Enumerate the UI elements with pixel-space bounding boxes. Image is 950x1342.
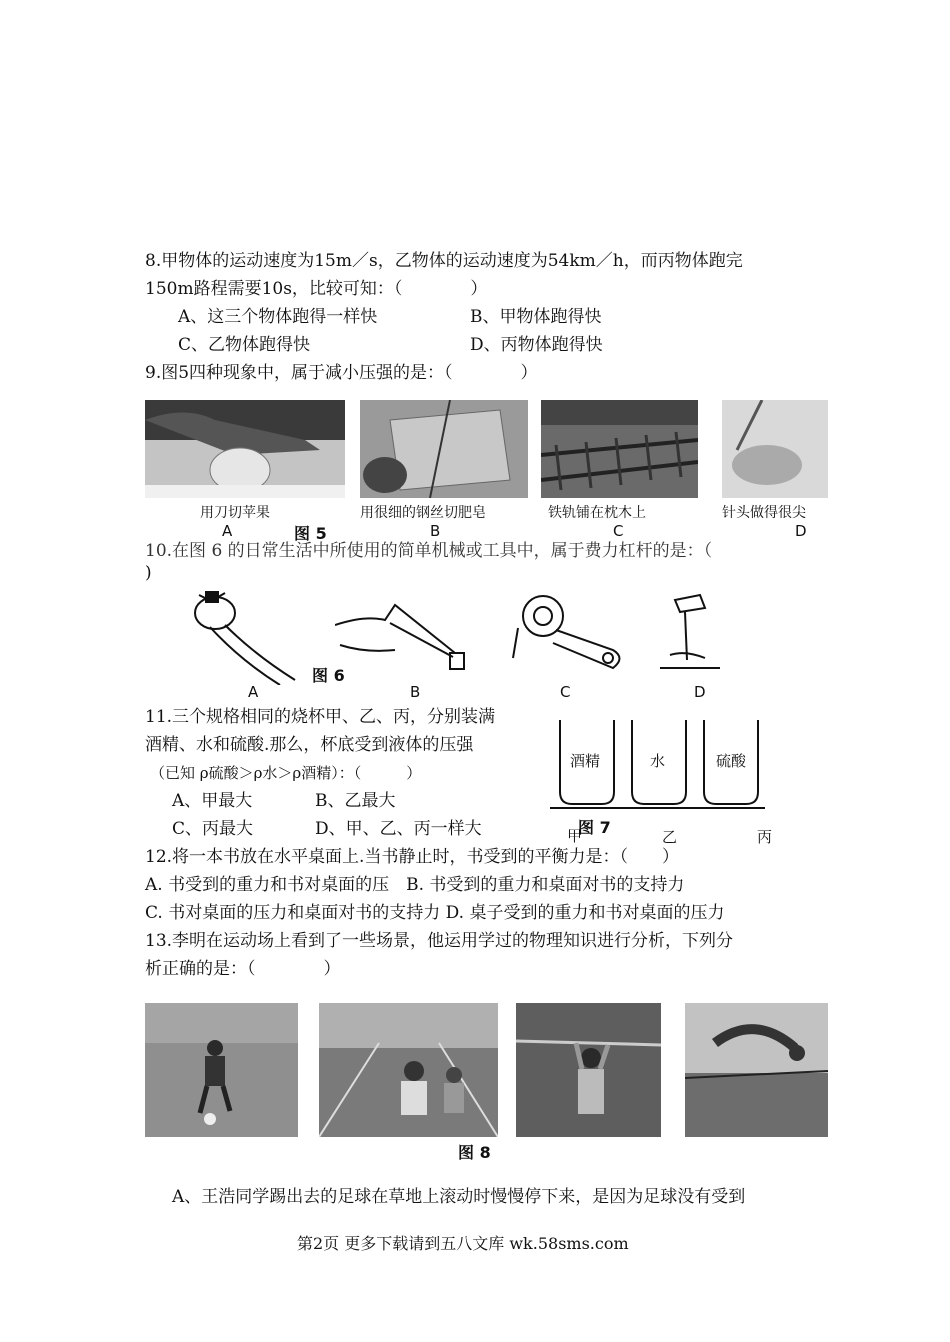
fig5-caption-a: 用刀切苹果 (200, 505, 270, 521)
fig6-letter-b: B (410, 683, 421, 701)
fig5-letter-a: A (222, 522, 233, 540)
beaker-name-yi: 乙 (662, 828, 678, 846)
beaker-name-jia: 甲 (567, 827, 583, 845)
fig6-letter-d: D (694, 683, 706, 701)
fig6-letter-c: C (560, 683, 571, 701)
q10-line1: 10.在图 6 的日常生活中所使用的简单机械或工具中，属于费力杠杆的是：（ (145, 541, 713, 561)
fig6-hammer-drawing (655, 590, 725, 675)
q11-line2: 酒精、水和硫酸.那么，杯底受到液体的压强 (145, 735, 474, 755)
fig5-photo-b (360, 400, 528, 498)
q12-line1: 12.将一本书放在水平桌面上.当书静止时，书受到的平衡力是：（ ） (145, 847, 679, 867)
q12-line3: C. 书对桌面的压力和桌面对书的支持力 D. 桌子受到的重力和书对桌面的压力 (145, 903, 725, 923)
q9-line1: 9.图5四种现象中，属于减小压强的是：（ ） (145, 363, 538, 383)
q8-line1: 8.甲物体的运动速度为15m／s，乙物体的运动速度为54km／h，而丙物体跑完 (145, 251, 743, 271)
fig5-letter-d: D (795, 522, 807, 540)
q12-line2: A. 书受到的重力和书对桌面的压 B. 书受到的重力和桌面对书的支持力 (145, 875, 685, 895)
fig8-photo-highjump (685, 1003, 828, 1137)
q13-line2: 析正确的是：（ ） (145, 959, 341, 979)
fig7-title: 图 7 (578, 818, 611, 837)
q8-option-a: A、这三个物体跑得一样快 (178, 307, 378, 327)
fig5-photo-d (722, 400, 828, 498)
fig6-wrench-drawing (508, 588, 628, 678)
q11-option-c: C、丙最大 (172, 819, 254, 839)
fig6-pliers-drawing (185, 585, 315, 685)
fig6-letter-a: A (248, 683, 259, 701)
page-footer: 第2页 更多下载请到五八文库 wk.58sms.com (297, 1234, 629, 1253)
beaker-label-acid: 硫酸 (716, 752, 747, 770)
fig5-letter-c: C (613, 522, 624, 540)
q13-option-a: A、王浩同学踢出去的足球在草地上滚动时慢慢停下来，是因为足球没有受到 (172, 1187, 746, 1207)
fig6-title: 图 6 (312, 666, 345, 685)
fig5-photo-a (145, 400, 345, 498)
q10-line2: ) (145, 563, 152, 583)
fig5-caption-d: 针头做得很尖 (722, 505, 806, 521)
fig6-tweezers-drawing (335, 595, 480, 675)
fig8-photo-running (319, 1003, 498, 1137)
q11-option-d: D、甲、乙、丙一样大 (315, 819, 482, 839)
fig8-photo-soccer (145, 1003, 298, 1137)
q11-line1: 11.三个规格相同的烧杯甲、乙、丙，分别装满 (145, 707, 496, 727)
q11-option-b: B、乙最大 (315, 791, 396, 811)
fig5-caption-b: 用很细的钢丝切肥皂 (360, 505, 486, 521)
fig5-letter-b: B (430, 522, 441, 540)
fig5-caption-c: 铁轨铺在枕木上 (548, 505, 646, 521)
q8-line2: 150m路程需要10s，比较可知：（ ） (145, 279, 488, 299)
fig8-photo-pullup (516, 1003, 661, 1137)
q11-option-a: A、甲最大 (172, 791, 253, 811)
q8-option-d: D、丙物体跑得快 (470, 335, 603, 355)
q13-line1: 13.李明在运动场上看到了一些场景，他运用学过的物理知识进行分析，下列分 (145, 931, 734, 951)
beaker-name-bing: 丙 (757, 828, 773, 846)
fig5-photo-c (541, 400, 698, 498)
fig5-title: 图 5 (294, 524, 327, 543)
q8-option-b: B、甲物体跑得快 (470, 307, 602, 327)
beaker-label-water: 水 (650, 752, 666, 770)
beaker-label-alcohol: 酒精 (570, 752, 601, 770)
fig8-title: 图 8 (458, 1143, 491, 1162)
q8-option-c: C、乙物体跑得快 (178, 335, 311, 355)
q11-line3: （已知 ρ硫酸＞ρ水＞ρ酒精）：（ ） (150, 764, 422, 782)
